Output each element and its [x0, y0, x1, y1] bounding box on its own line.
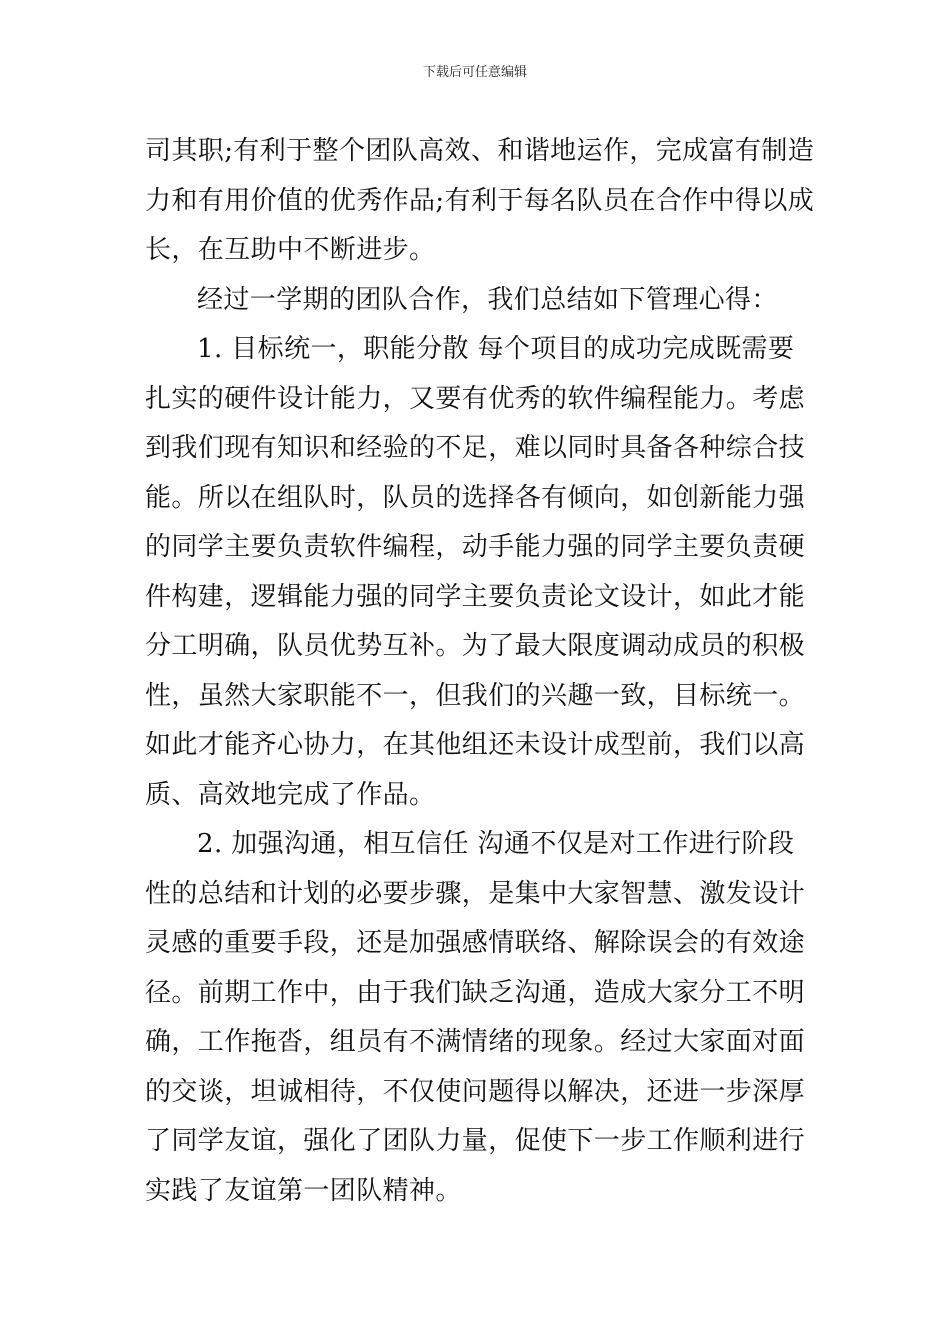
text-line: 扎实的硬件设计能力，又要有优秀的软件编程能力。考虑 [145, 383, 806, 414]
text-line: 司其职;有利于整个团队高效、和谐地运作，完成富有制造 [145, 136, 815, 166]
page-header: 下载后可任意编辑 [422, 65, 527, 80]
paragraph-intro-line: 经过一学期的团队合作，我们总结如下管理心得： [197, 284, 778, 315]
text-line: 性的总结和计划的必要步骤，是集中大家智慧、激发设计 [145, 878, 806, 909]
text-line: 能。所以在组队时，队员的选择各有倾向，如创新能力强 [145, 482, 806, 513]
text-line: 灵感的重要手段，还是加强感情联络、解除误会的有效途 [145, 928, 806, 958]
text-line: 确，工作拖沓，组员有不满情绪的现象。经过大家面对面 [145, 1027, 806, 1057]
text-line: 到我们现有知识和经验的不足，难以同时具备各种综合技 [145, 433, 806, 463]
text-line: 分工明确，队员优势互补。为了最大限度调动成员的积极 [145, 631, 806, 661]
text-line: 径。前期工作中，由于我们缺乏沟通，造成大家分工不明 [145, 977, 806, 1008]
text-line: 长，在互助中不断进步。 [145, 235, 436, 265]
text-line: 件构建，逻辑能力强的同学主要负责论文设计，如此才能 [145, 581, 806, 612]
section-1-heading-line: 1. 目标统一，职能分散 每个项目的成功完成既需要 [197, 334, 795, 364]
document-body [145, 127, 815, 1216]
text-line: 性，虽然大家职能不一，但我们的兴趣一致，目标统一。 [145, 680, 806, 711]
text-line: 力和有用价值的优秀作品;有利于每名队员在合作中得以成 [145, 185, 815, 216]
text-line: 的同学主要负责软件编程，动手能力强的同学主要负责硬 [145, 532, 806, 562]
section-2-heading-line: 2. 加强沟通，相互信任 沟通不仅是对工作进行阶段 [197, 829, 795, 859]
text-line: 实践了友谊第一团队精神。 [145, 1175, 462, 1206]
text-line: 质、高效地完成了作品。 [145, 779, 436, 810]
text-line: 了同学友谊，强化了团队力量，促使下一步工作顺利进行 [145, 1126, 806, 1156]
text-line: 的交谈，坦诚相待，不仅使问题得以解决，还进一步深厚 [145, 1076, 806, 1107]
text-line: 如此才能齐心协力，在其他组还未设计成型前，我们以高 [145, 730, 806, 760]
